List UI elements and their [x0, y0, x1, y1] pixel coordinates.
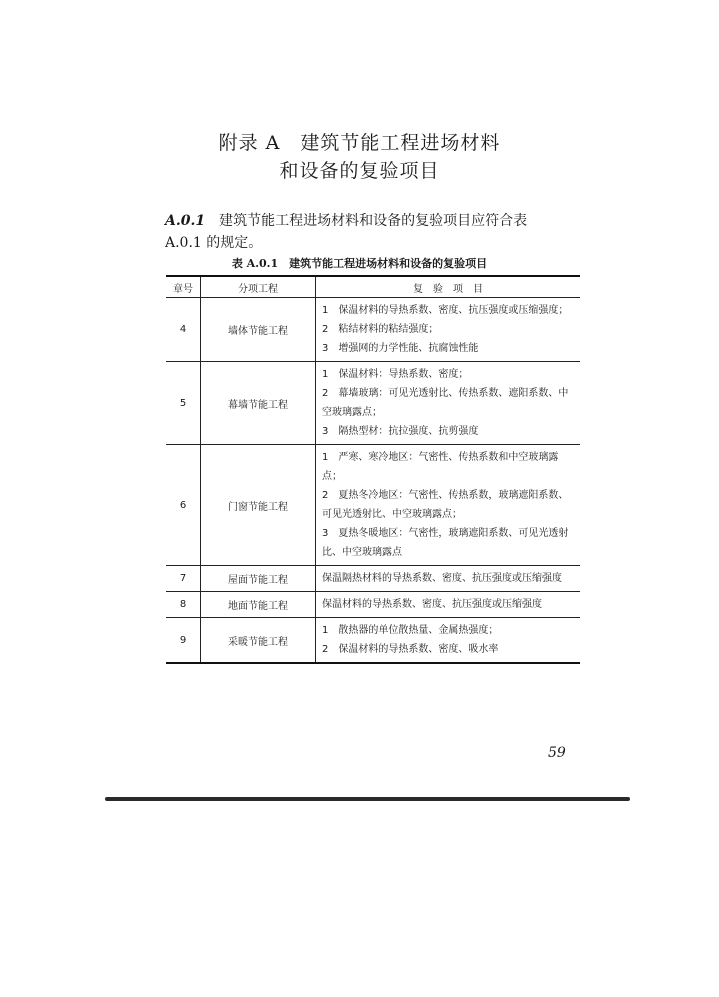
retest-item: 3 夏热冬暖地区：气密性，玻璃遮阳系数、可见光透射比、中空玻璃露点 [322, 528, 569, 558]
retest-items-cell [316, 566, 581, 592]
retest-item: 2 幕墙玻璃：可见光透射比、传热系数、遮阳系数、中空玻璃露点； [322, 388, 569, 418]
appendix-title-line1: 附录 A 建筑节能工程进场材料 [218, 132, 501, 154]
clause-paragraph [165, 210, 585, 232]
table-row [166, 566, 580, 592]
chapter-no-cell: 7 [166, 566, 201, 592]
subproject-cell: 门窗节能工程 [201, 445, 316, 566]
chapter-no-cell: 4 [166, 298, 201, 362]
bottom-rule [105, 797, 630, 801]
retest-item: 保温隔热材料的导热系数、密度、抗压强度或压缩强度 [322, 573, 562, 584]
retest-item: 3 隔热型材：抗拉强度、抗剪强度 [322, 426, 479, 437]
retest-item: 1 散热器的单位散热量、金属热强度； [322, 625, 499, 636]
clause-text: 建筑节能工程进场材料和设备的复验项目应符合表 [219, 213, 528, 229]
table-row [166, 618, 580, 664]
subproject-cell: 幕墙节能工程 [201, 362, 316, 445]
header-chapter-no: 章号 [166, 276, 201, 298]
header-subproject: 分项工程 [201, 276, 316, 298]
table-row [166, 445, 580, 566]
retest-item: 1 保温材料的导热系数、密度、抗压强度或压缩强度； [322, 305, 569, 316]
clause-paragraph-cont: A.0.1 的规定。 [165, 235, 263, 251]
retest-items-cell [316, 362, 581, 445]
retest-items-cell [316, 592, 581, 618]
retest-item: 3 增强网的力学性能、抗腐蚀性能 [322, 343, 479, 354]
retest-item: 2 保温材料的导热系数、密度、吸水率 [322, 644, 499, 655]
retest-items-cell [316, 618, 581, 664]
clause-id: A.0.1 [165, 213, 206, 229]
table-row [166, 592, 580, 618]
chapter-no-cell: 5 [166, 362, 201, 445]
retest-items-table [166, 275, 580, 664]
subproject-cell: 墙体节能工程 [201, 298, 316, 362]
header-retest-items: 复 验 项 目 [316, 276, 581, 298]
retest-item: 1 严寒、寒冷地区：气密性、传热系数和中空玻璃露点； [322, 452, 559, 482]
subproject-cell: 地面节能工程 [201, 592, 316, 618]
chapter-no-cell: 6 [166, 445, 201, 566]
table-header-row [166, 276, 580, 298]
chapter-no-cell: 9 [166, 618, 201, 664]
retest-item: 2 粘结材料的粘结强度； [322, 324, 439, 335]
retest-item: 1 保温材料：导热系数、密度； [322, 369, 469, 380]
retest-items-cell [316, 298, 581, 362]
subproject-cell: 屋面节能工程 [201, 566, 316, 592]
table-body [166, 298, 580, 664]
retest-items-cell [316, 445, 581, 566]
chapter-no-cell: 8 [166, 592, 201, 618]
table-caption: 表 A.0.1 建筑节能工程进场材料和设备的复验项目 [231, 257, 488, 270]
subproject-cell: 采暖节能工程 [201, 618, 316, 664]
table-row [166, 298, 580, 362]
table-row [166, 362, 580, 445]
retest-item: 2 夏热冬冷地区：气密性、传热系数，玻璃遮阳系数、可见光透射比、中空玻璃露点； [322, 490, 569, 520]
appendix-title-line2: 和设备的复验项目 [279, 160, 440, 182]
page-number: 59 [548, 745, 566, 761]
retest-item: 保温材料的导热系数、密度、抗压强度或压缩强度 [322, 599, 542, 610]
